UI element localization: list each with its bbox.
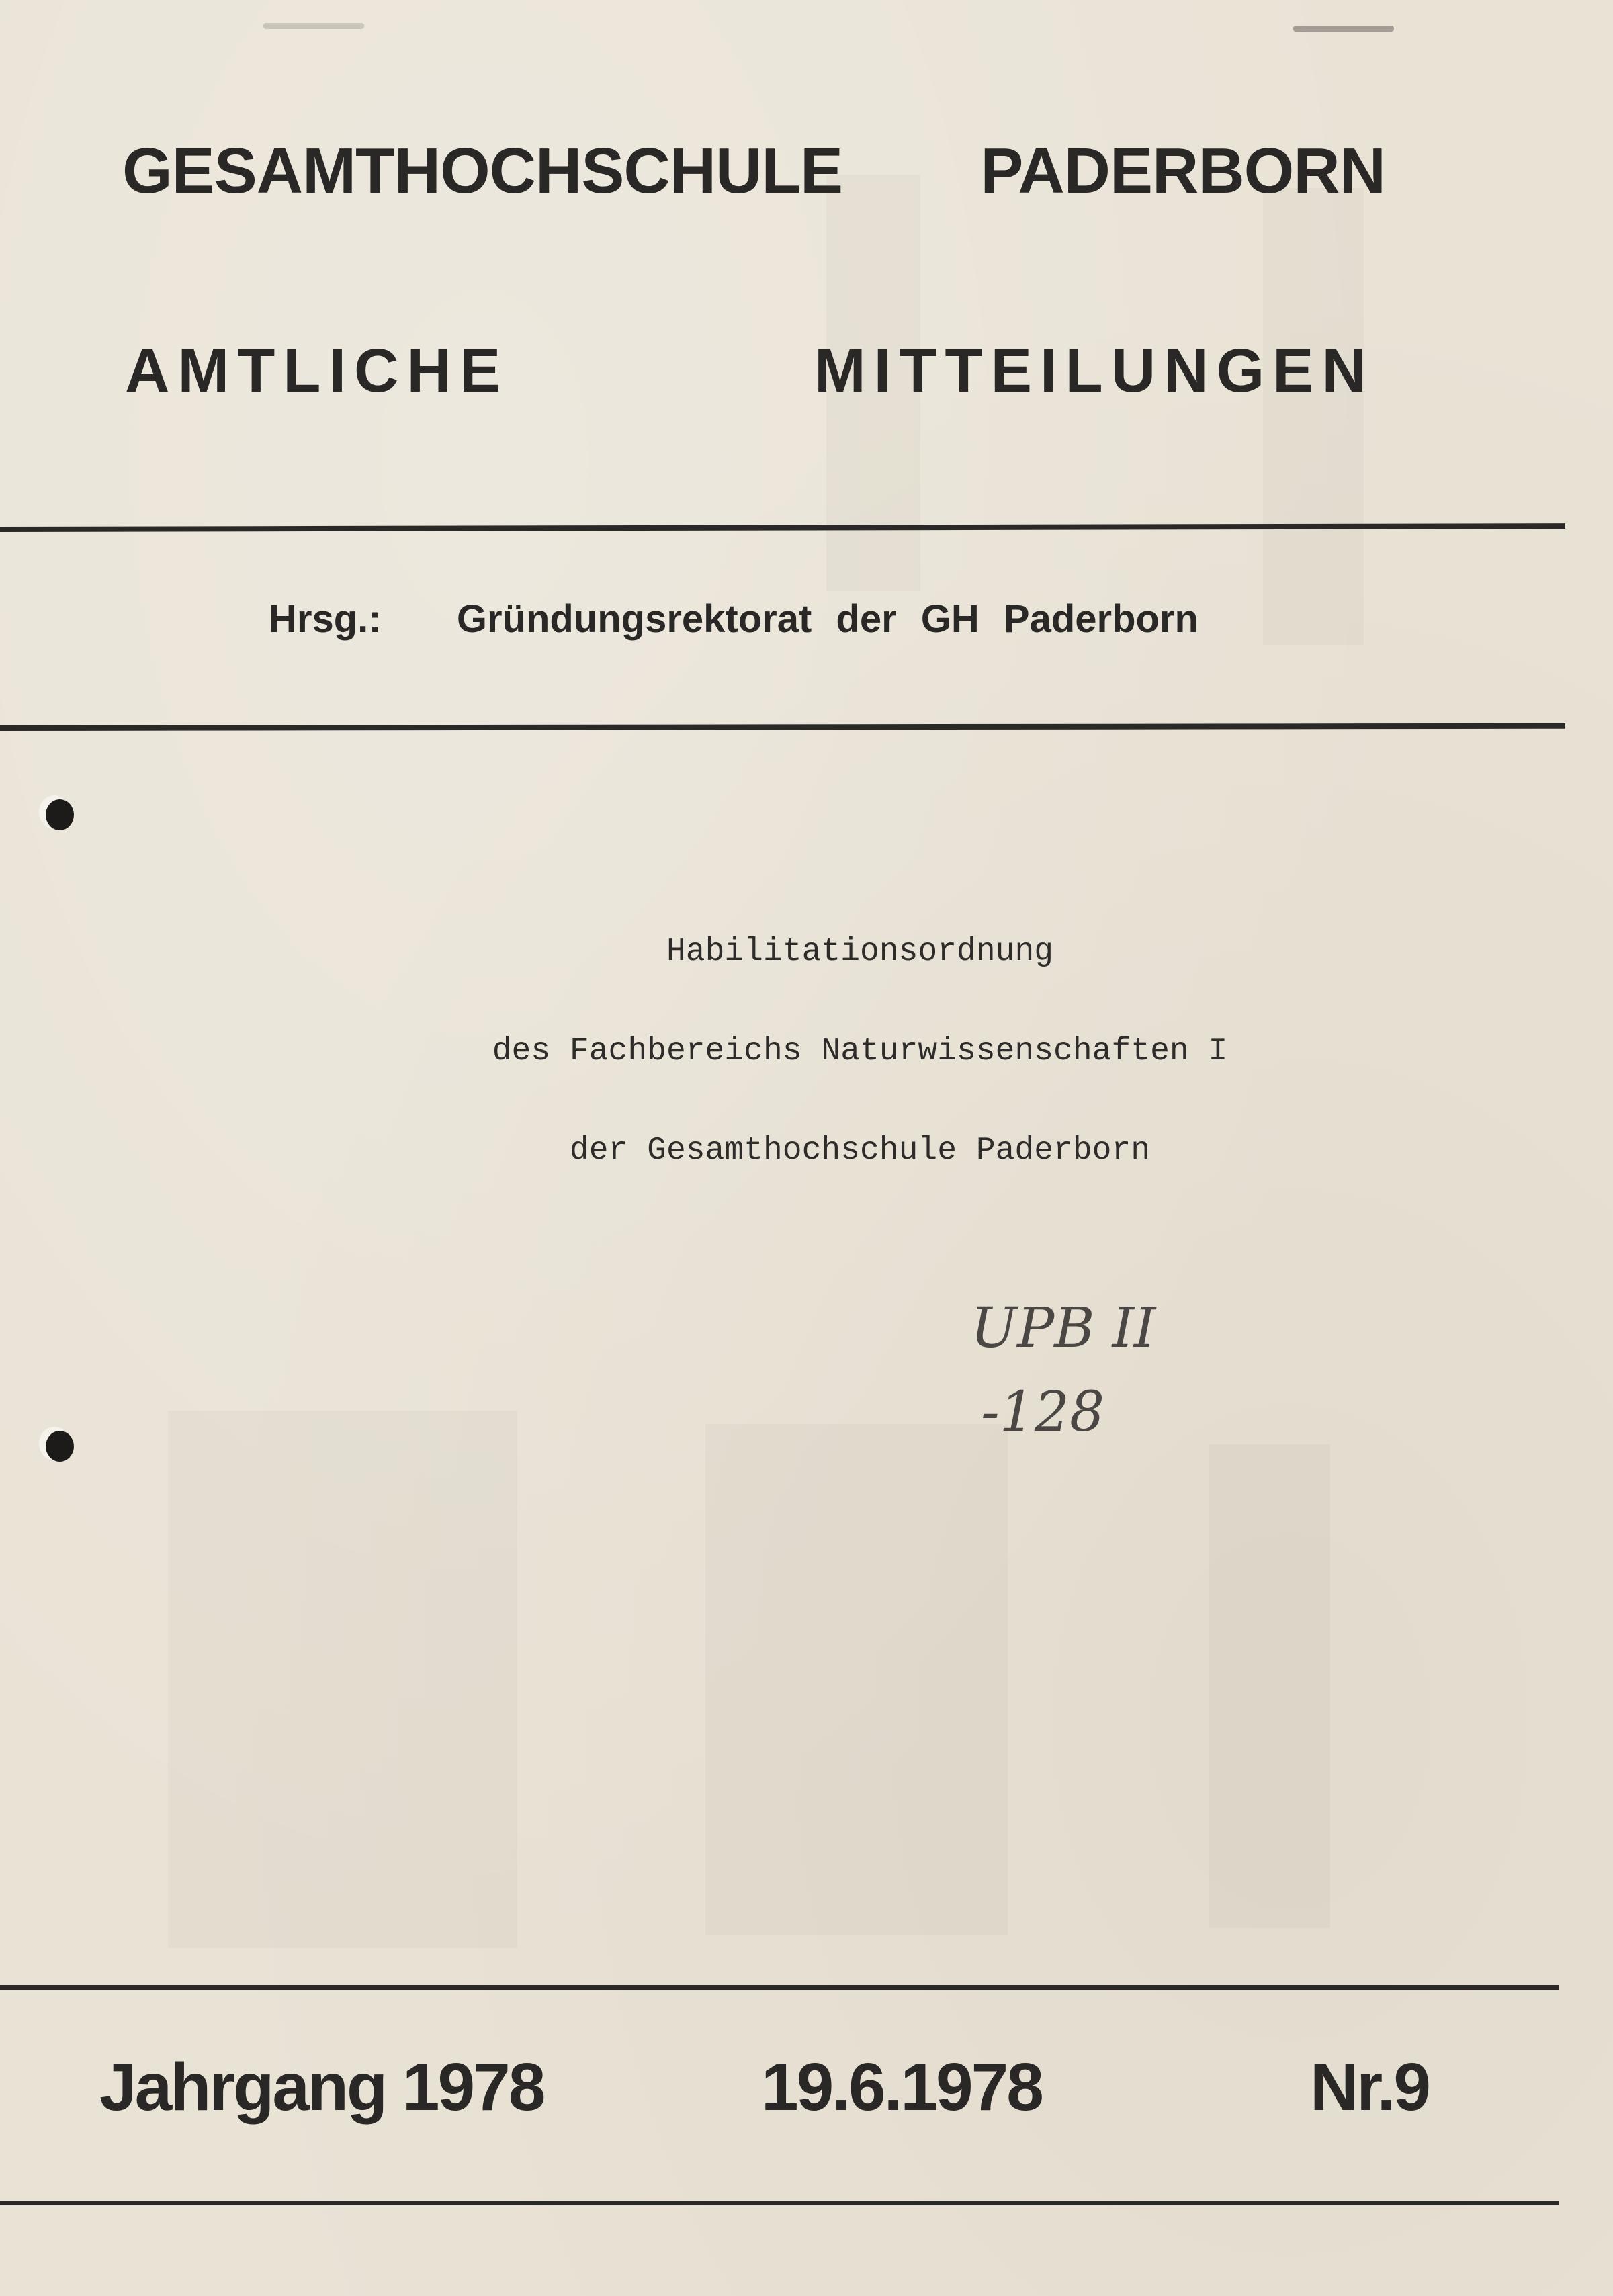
- institution-title: [122, 134, 1385, 208]
- footer-rule-top: [0, 1985, 1559, 1990]
- staple-mark: [1293, 26, 1394, 32]
- punch-hole: [46, 799, 74, 830]
- publisher-line: [269, 597, 1276, 642]
- institution-word-2: PADERBORN: [980, 135, 1385, 207]
- document-title-line-3: der Gesamthochschule Paderborn: [569, 1133, 1151, 1169]
- header-rule-bottom: [0, 723, 1565, 731]
- show-through-shadow: [168, 1411, 517, 1948]
- document-title-line-1: Habilitationsordnung: [666, 934, 1054, 970]
- series-title: [125, 336, 1375, 406]
- footer-rule-bottom: [0, 2201, 1559, 2205]
- footer-issue-number: Nr.9: [1310, 2049, 1430, 2125]
- handwritten-shelfmark-line-2: -128: [981, 1380, 1105, 1444]
- staple-mark: [263, 23, 364, 29]
- show-through-shadow: [705, 1424, 1008, 1935]
- punch-hole: [46, 1431, 74, 1462]
- publisher-name: Gründungsrektorat der GH Paderborn: [456, 597, 1198, 641]
- footer-volume: Jahrgang 1978: [99, 2049, 544, 2125]
- show-through-shadow: [1263, 188, 1364, 645]
- handwritten-shelfmark-line-1: UPB II: [971, 1296, 1156, 1360]
- document-title-line-2: des Fachbereichs Naturwissenschaften I: [492, 1033, 1228, 1069]
- institution-word-1: GESAMTHOCHSCHULE: [122, 135, 843, 207]
- show-through-shadow: [1209, 1444, 1330, 1928]
- footer-date: 19.6.1978: [761, 2049, 1042, 2125]
- series-word-2: MITTEILUNGEN: [814, 337, 1375, 405]
- series-word-1: AMTLICHE: [125, 337, 509, 405]
- publisher-label: Hrsg.:: [269, 597, 382, 641]
